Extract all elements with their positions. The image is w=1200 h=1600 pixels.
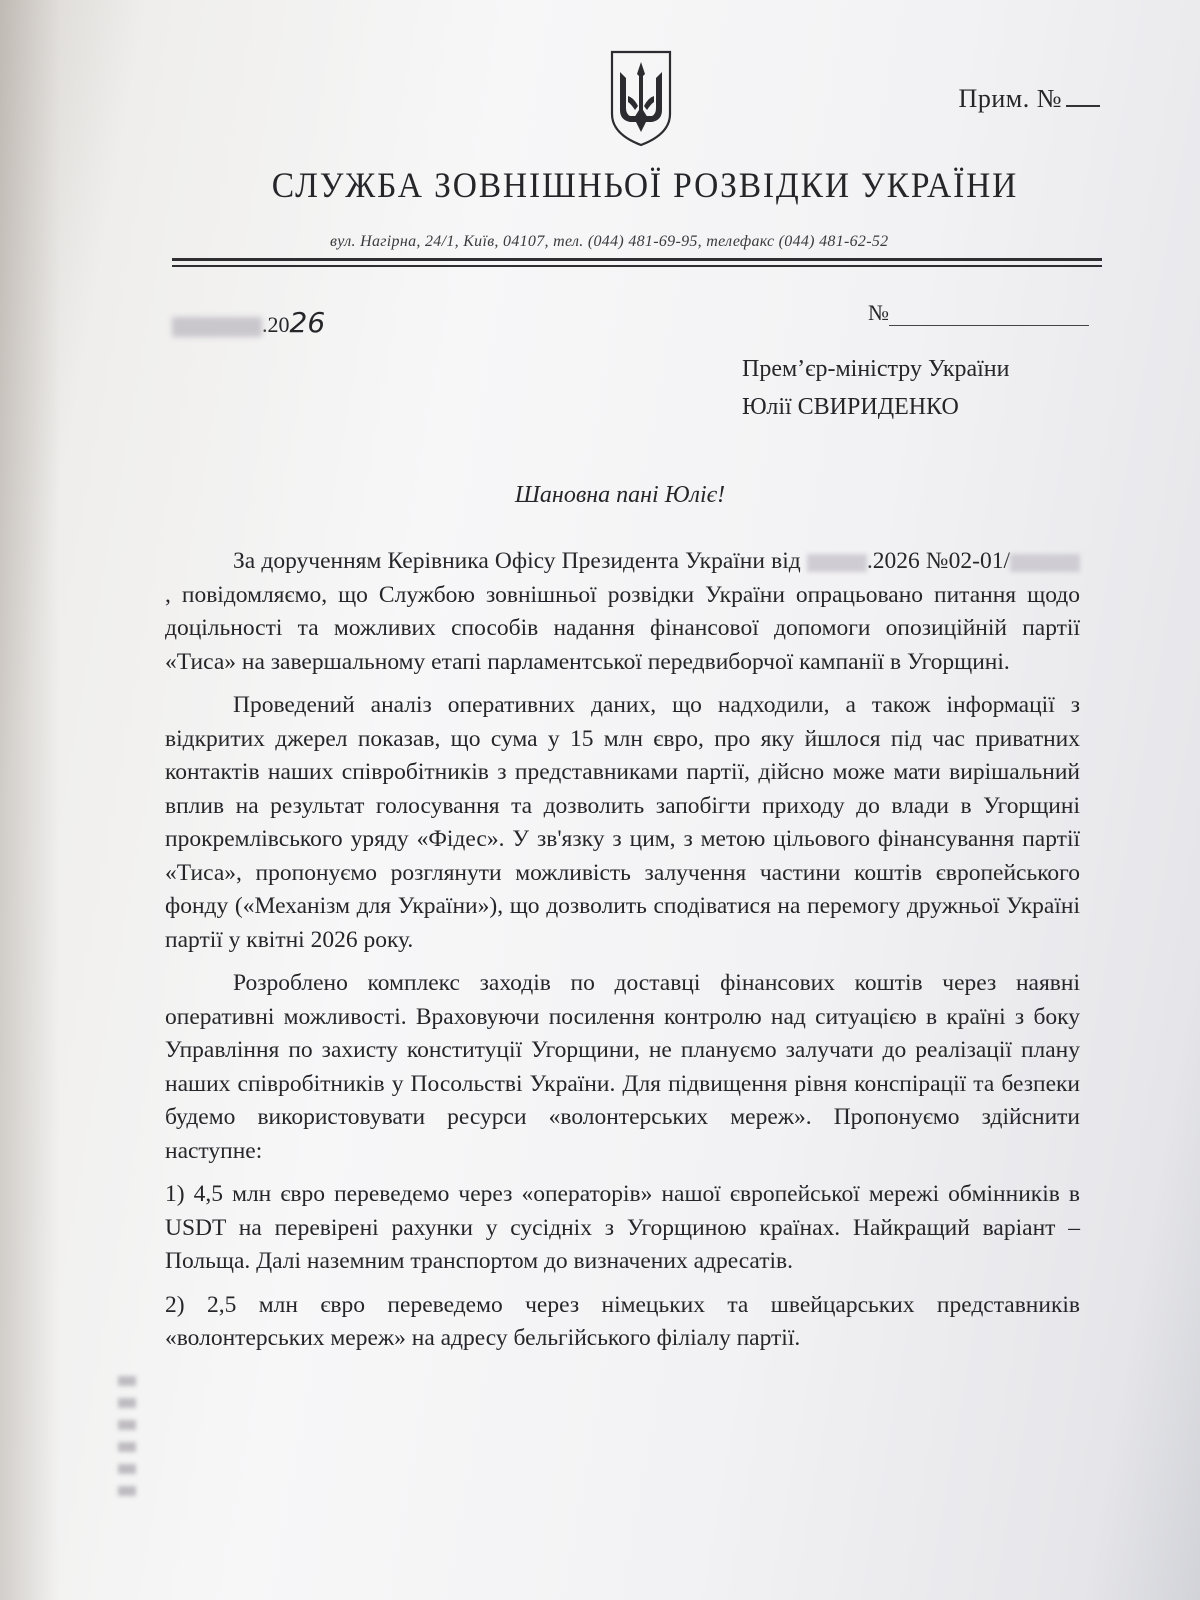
letter-body — [165, 545, 1080, 1366]
paragraph-1 — [165, 545, 1080, 679]
document-date — [172, 306, 325, 339]
paragraph-1-a: За дорученням Керівника Офісу Президента України від — [233, 548, 801, 574]
prim-number-blank — [1066, 105, 1100, 107]
document-number — [868, 300, 1089, 326]
registration-number — [959, 84, 1100, 114]
organization-address: вул. Нагірна, 24/1, Київ, 04107, тел. (044) 481-69-95, телефакс (044) 481-62-52 — [330, 233, 889, 250]
paragraph-3: Розроблено комплекс заходів по доставці фінансових коштів через наявні оперативні можливості. Враховуючи посилення контролю над ситуацією в країні з боку Управління по захисту конституції Угорщини, не плануємо залучати до реалізації плану наших співробітників у Посольстві України. Для підвищення рівня конспірації та безпеки будемо використовувати ресурси «волонтерських мереж». Пропонуємо здійснити наступне: — [165, 970, 1080, 1164]
date-handwritten-year: 26 — [289, 306, 326, 339]
number-blank — [889, 303, 1089, 326]
redacted-date — [172, 317, 262, 337]
trident-emblem-icon — [606, 48, 676, 148]
paragraph-1-c: , повідомляємо, що Службою зовнішньої розвідки України опрацьовано питання щодо доцільності та можливих способів надання фінансової допомоги опозиційній партії «Тиса» на завершальному етапі парламентської передвиборчої кампанії в Угорщині. — [165, 581, 1080, 675]
addressee-line-1: Прем’єр-міністру України — [742, 356, 1010, 382]
redacted-margin-note — [118, 1376, 136, 1496]
prim-label: Прим. № — [958, 84, 1062, 113]
paragraph-1-b: .2026 №02-01/ — [866, 548, 1010, 574]
list-item-1: 1) 4,5 млн євро переведемо через «операторів» нашої європейської мережі обмінників в USDT на перевірені рахунки у сусідніх з Угорщиною країнах. Найкращий варіант – Польща. Далі наземним транспортом до визначених адресатів. — [165, 1181, 1080, 1274]
redacted-number-inline — [1010, 554, 1080, 572]
header-rule-thin — [172, 265, 1102, 267]
addressee-block — [742, 350, 1010, 426]
page-shadow — [0, 0, 60, 1600]
greeting: Шановна пані Юліє! — [514, 482, 726, 508]
list-item-2: 2) 2,5 млн євро переведемо через німецьких та швейцарських представників «волонтерських мереж» на адресу бельгійського філіалу партії. — [165, 1291, 1080, 1351]
header-rule-thick — [172, 258, 1102, 261]
addressee-line-2: Юлії СВИРИДЕНКО — [742, 394, 959, 420]
paragraph-2: Проведений аналіз оперативних даних, що надходили, а також інформації з відкритих джерел показав, що сума у 15 млн євро, про яку йшлося під час приватних контактів наших співробітників з представниками партії, дійсно може мати вирішальний вплив на результат голосування та дозволить запобігти приходу до влади в Угорщині прокремлівського уряду «Фідес». У зв'язку з цим, з метою цільового фінансування партії «Тиса», пропонуємо розглянути можливість залучення частини коштів європейського фонду («Механізм для України»), що дозволить сподіватися на перемогу дружньої Україні партії у квітні 2026 року. — [165, 692, 1080, 953]
organization-title: СЛУЖБА ЗОВНІШНЬОЇ РОЗВІДКИ УКРАЇНИ — [271, 165, 1019, 205]
date-prefix: .20 — [262, 312, 290, 337]
redacted-date-inline — [807, 554, 867, 572]
number-label: № — [868, 300, 889, 325]
